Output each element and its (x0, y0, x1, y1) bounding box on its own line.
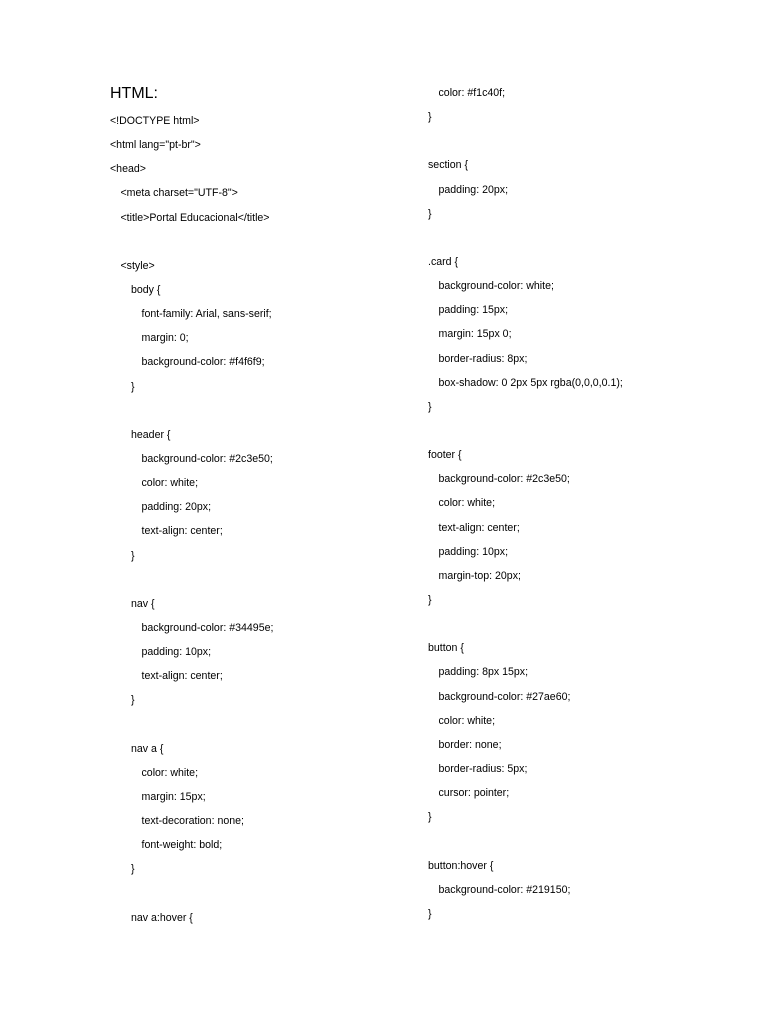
code-line: font-family: Arial, sans-serif; (141, 308, 272, 321)
page-heading: HTML: (110, 85, 158, 102)
code-line: section { (428, 159, 469, 172)
code-line: button:hover { (428, 859, 494, 872)
code-line: background-color: #f4f6f9; (141, 356, 265, 369)
blank-line (428, 230, 748, 254)
code-line: padding: 10px; (438, 545, 509, 558)
code-line: background-color: #2c3e50; (438, 473, 570, 486)
code-line: border-radius: 5px; (438, 762, 528, 775)
code-line: padding: 20px; (141, 501, 212, 514)
code-line: <!DOCTYPE html> (110, 115, 200, 127)
code-line: text-align: center; (438, 521, 520, 534)
code-line: <html lang="pt-br"> (110, 139, 201, 152)
code-line: text-align: center; (141, 525, 223, 538)
code-column-right (428, 85, 748, 930)
code-line: padding: 20px; (438, 183, 509, 196)
code-line: color: white; (438, 714, 496, 727)
code-line: nav a { (131, 742, 164, 755)
blank-line (428, 616, 748, 640)
code-line: border-radius: 8px; (438, 352, 528, 365)
blank-line (428, 423, 748, 447)
code-line: padding: 8px 15px; (438, 666, 529, 679)
code-line: padding: 10px; (141, 646, 212, 659)
code-line: background-color: #34495e; (141, 621, 274, 634)
code-line: cursor: pointer; (438, 787, 510, 800)
code-line: } (428, 111, 432, 124)
code-line: body { (131, 283, 161, 296)
code-line: nav a:hover { (131, 911, 193, 924)
code-line: padding: 15px; (438, 304, 509, 317)
blank-line (110, 886, 430, 910)
code-line: footer { (428, 449, 462, 462)
code-line: color: white; (141, 477, 199, 490)
code-line: background-color: white; (438, 280, 554, 293)
blank-line (110, 717, 430, 741)
blank-line (428, 833, 748, 857)
code-line: <title>Portal Educacional</title> (120, 211, 270, 224)
code-line: } (131, 549, 135, 562)
code-line: <head> (110, 163, 146, 176)
code-line: } (428, 207, 432, 220)
code-line: margin: 15px 0; (438, 328, 512, 341)
code-line: margin-top: 20px; (438, 569, 521, 582)
blank-line (110, 403, 430, 427)
code-line: margin: 15px; (141, 790, 206, 803)
code-line: text-align: center; (141, 670, 223, 683)
code-line: box-shadow: 0 2px 5px rgba(0,0,0,0.1); (438, 376, 623, 389)
code-line: border: none; (438, 738, 502, 751)
code-line: } (428, 811, 432, 824)
code-line: background-color: #27ae60; (438, 690, 571, 703)
code-line: color: white; (438, 497, 496, 510)
code-line: .card { (428, 255, 459, 268)
code-line: } (131, 380, 135, 393)
code-line: nav { (131, 597, 155, 610)
blank-line (110, 234, 430, 258)
code-line: text-decoration: none; (141, 815, 244, 828)
code-line: header { (131, 428, 171, 441)
blank-line (110, 572, 430, 596)
code-line: } (131, 694, 135, 707)
code-line: } (428, 400, 432, 413)
code-line: button { (428, 642, 464, 655)
code-line: color: #f1c40f; (438, 87, 506, 99)
blank-line (428, 133, 748, 157)
code-line: background-color: #2c3e50; (141, 452, 273, 465)
code-line: font-weight: bold; (141, 839, 223, 852)
code-column-left (110, 113, 430, 934)
code-line: <style> (120, 259, 155, 272)
code-line: margin: 0; (141, 332, 189, 345)
code-line: color: white; (141, 766, 199, 779)
code-line: } (428, 907, 432, 920)
code-line: } (428, 593, 432, 606)
code-line: } (131, 863, 135, 876)
code-line: background-color: #219150; (438, 883, 571, 896)
code-line: <meta charset="UTF-8"> (120, 187, 238, 200)
